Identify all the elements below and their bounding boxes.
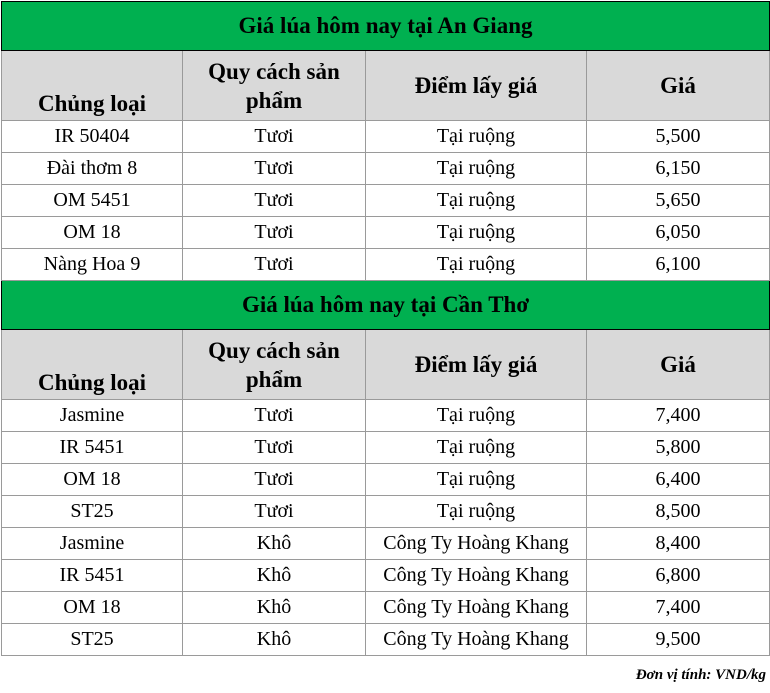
cell-variety: IR 5451 (2, 432, 183, 464)
header-spec: Quy cách sản phẩm (183, 330, 366, 400)
cell-location: Tại ruộng (366, 185, 587, 217)
cell-price: 8,400 (587, 528, 770, 560)
header-location: Điểm lấy giá (366, 51, 587, 121)
cell-spec: Tươi (183, 432, 366, 464)
table-row (2, 560, 770, 592)
cell-spec: Tươi (183, 217, 366, 249)
cell-variety: ST25 (2, 624, 183, 656)
unit-note: Đơn vị tính: VND/kg (635, 667, 766, 683)
section-title-row (2, 2, 770, 51)
header-price: Giá (587, 51, 770, 121)
table-row (2, 185, 770, 217)
cell-spec: Tươi (183, 153, 366, 185)
cell-price: 8,500 (587, 496, 770, 528)
cell-spec: Tươi (183, 185, 366, 217)
price-table (1, 1, 770, 656)
table-row (2, 432, 770, 464)
cell-variety: ST25 (2, 496, 183, 528)
cell-location: Công Ty Hoàng Khang (366, 592, 587, 624)
cell-spec: Khô (183, 528, 366, 560)
header-spec: Quy cách sản phẩm (183, 51, 366, 121)
section-title: Giá lúa hôm nay tại An Giang (2, 2, 770, 51)
cell-spec: Tươi (183, 464, 366, 496)
header-variety: Chủng loại (2, 330, 183, 400)
cell-price: 5,800 (587, 432, 770, 464)
cell-price: 6,800 (587, 560, 770, 592)
table-row (2, 153, 770, 185)
section-title: Giá lúa hôm nay tại Cần Thơ (2, 281, 770, 330)
cell-location: Công Ty Hoàng Khang (366, 560, 587, 592)
header-location: Điểm lấy giá (366, 330, 587, 400)
cell-variety: IR 50404 (2, 121, 183, 153)
cell-variety: Nàng Hoa 9 (2, 249, 183, 281)
header-row (2, 51, 770, 121)
cell-price: 6,050 (587, 217, 770, 249)
table-row (2, 217, 770, 249)
table-row (2, 400, 770, 432)
cell-spec: Khô (183, 624, 366, 656)
cell-variety: OM 5451 (2, 185, 183, 217)
cell-location: Công Ty Hoàng Khang (366, 624, 587, 656)
table-row (2, 464, 770, 496)
cell-spec: Khô (183, 592, 366, 624)
cell-price: 9,500 (587, 624, 770, 656)
table-row (2, 249, 770, 281)
table-row (2, 592, 770, 624)
cell-location: Tại ruộng (366, 432, 587, 464)
cell-location: Tại ruộng (366, 496, 587, 528)
cell-price: 6,400 (587, 464, 770, 496)
cell-price: 6,150 (587, 153, 770, 185)
header-price: Giá (587, 330, 770, 400)
cell-spec: Tươi (183, 400, 366, 432)
cell-location: Tại ruộng (366, 400, 587, 432)
cell-spec: Khô (183, 560, 366, 592)
header-variety: Chủng loại (2, 51, 183, 121)
cell-location: Tại ruộng (366, 464, 587, 496)
cell-price: 7,400 (587, 592, 770, 624)
table-row (2, 624, 770, 656)
cell-variety: OM 18 (2, 592, 183, 624)
cell-location: Tại ruộng (366, 249, 587, 281)
table-row (2, 528, 770, 560)
cell-variety: Jasmine (2, 400, 183, 432)
cell-price: 5,650 (587, 185, 770, 217)
cell-variety: Đài thơm 8 (2, 153, 183, 185)
cell-variety: OM 18 (2, 217, 183, 249)
header-row (2, 330, 770, 400)
cell-variety: IR 5451 (2, 560, 183, 592)
cell-price: 7,400 (587, 400, 770, 432)
cell-spec: Tươi (183, 121, 366, 153)
cell-location: Tại ruộng (366, 153, 587, 185)
section-title-row (2, 281, 770, 330)
cell-spec: Tươi (183, 496, 366, 528)
cell-variety: Jasmine (2, 528, 183, 560)
cell-variety: OM 18 (2, 464, 183, 496)
cell-location: Tại ruộng (366, 121, 587, 153)
cell-price: 5,500 (587, 121, 770, 153)
cell-spec: Tươi (183, 249, 366, 281)
price-table-body (2, 2, 770, 656)
table-row (2, 121, 770, 153)
table-row (2, 496, 770, 528)
cell-location: Công Ty Hoàng Khang (366, 528, 587, 560)
cell-location: Tại ruộng (366, 217, 587, 249)
cell-price: 6,100 (587, 249, 770, 281)
